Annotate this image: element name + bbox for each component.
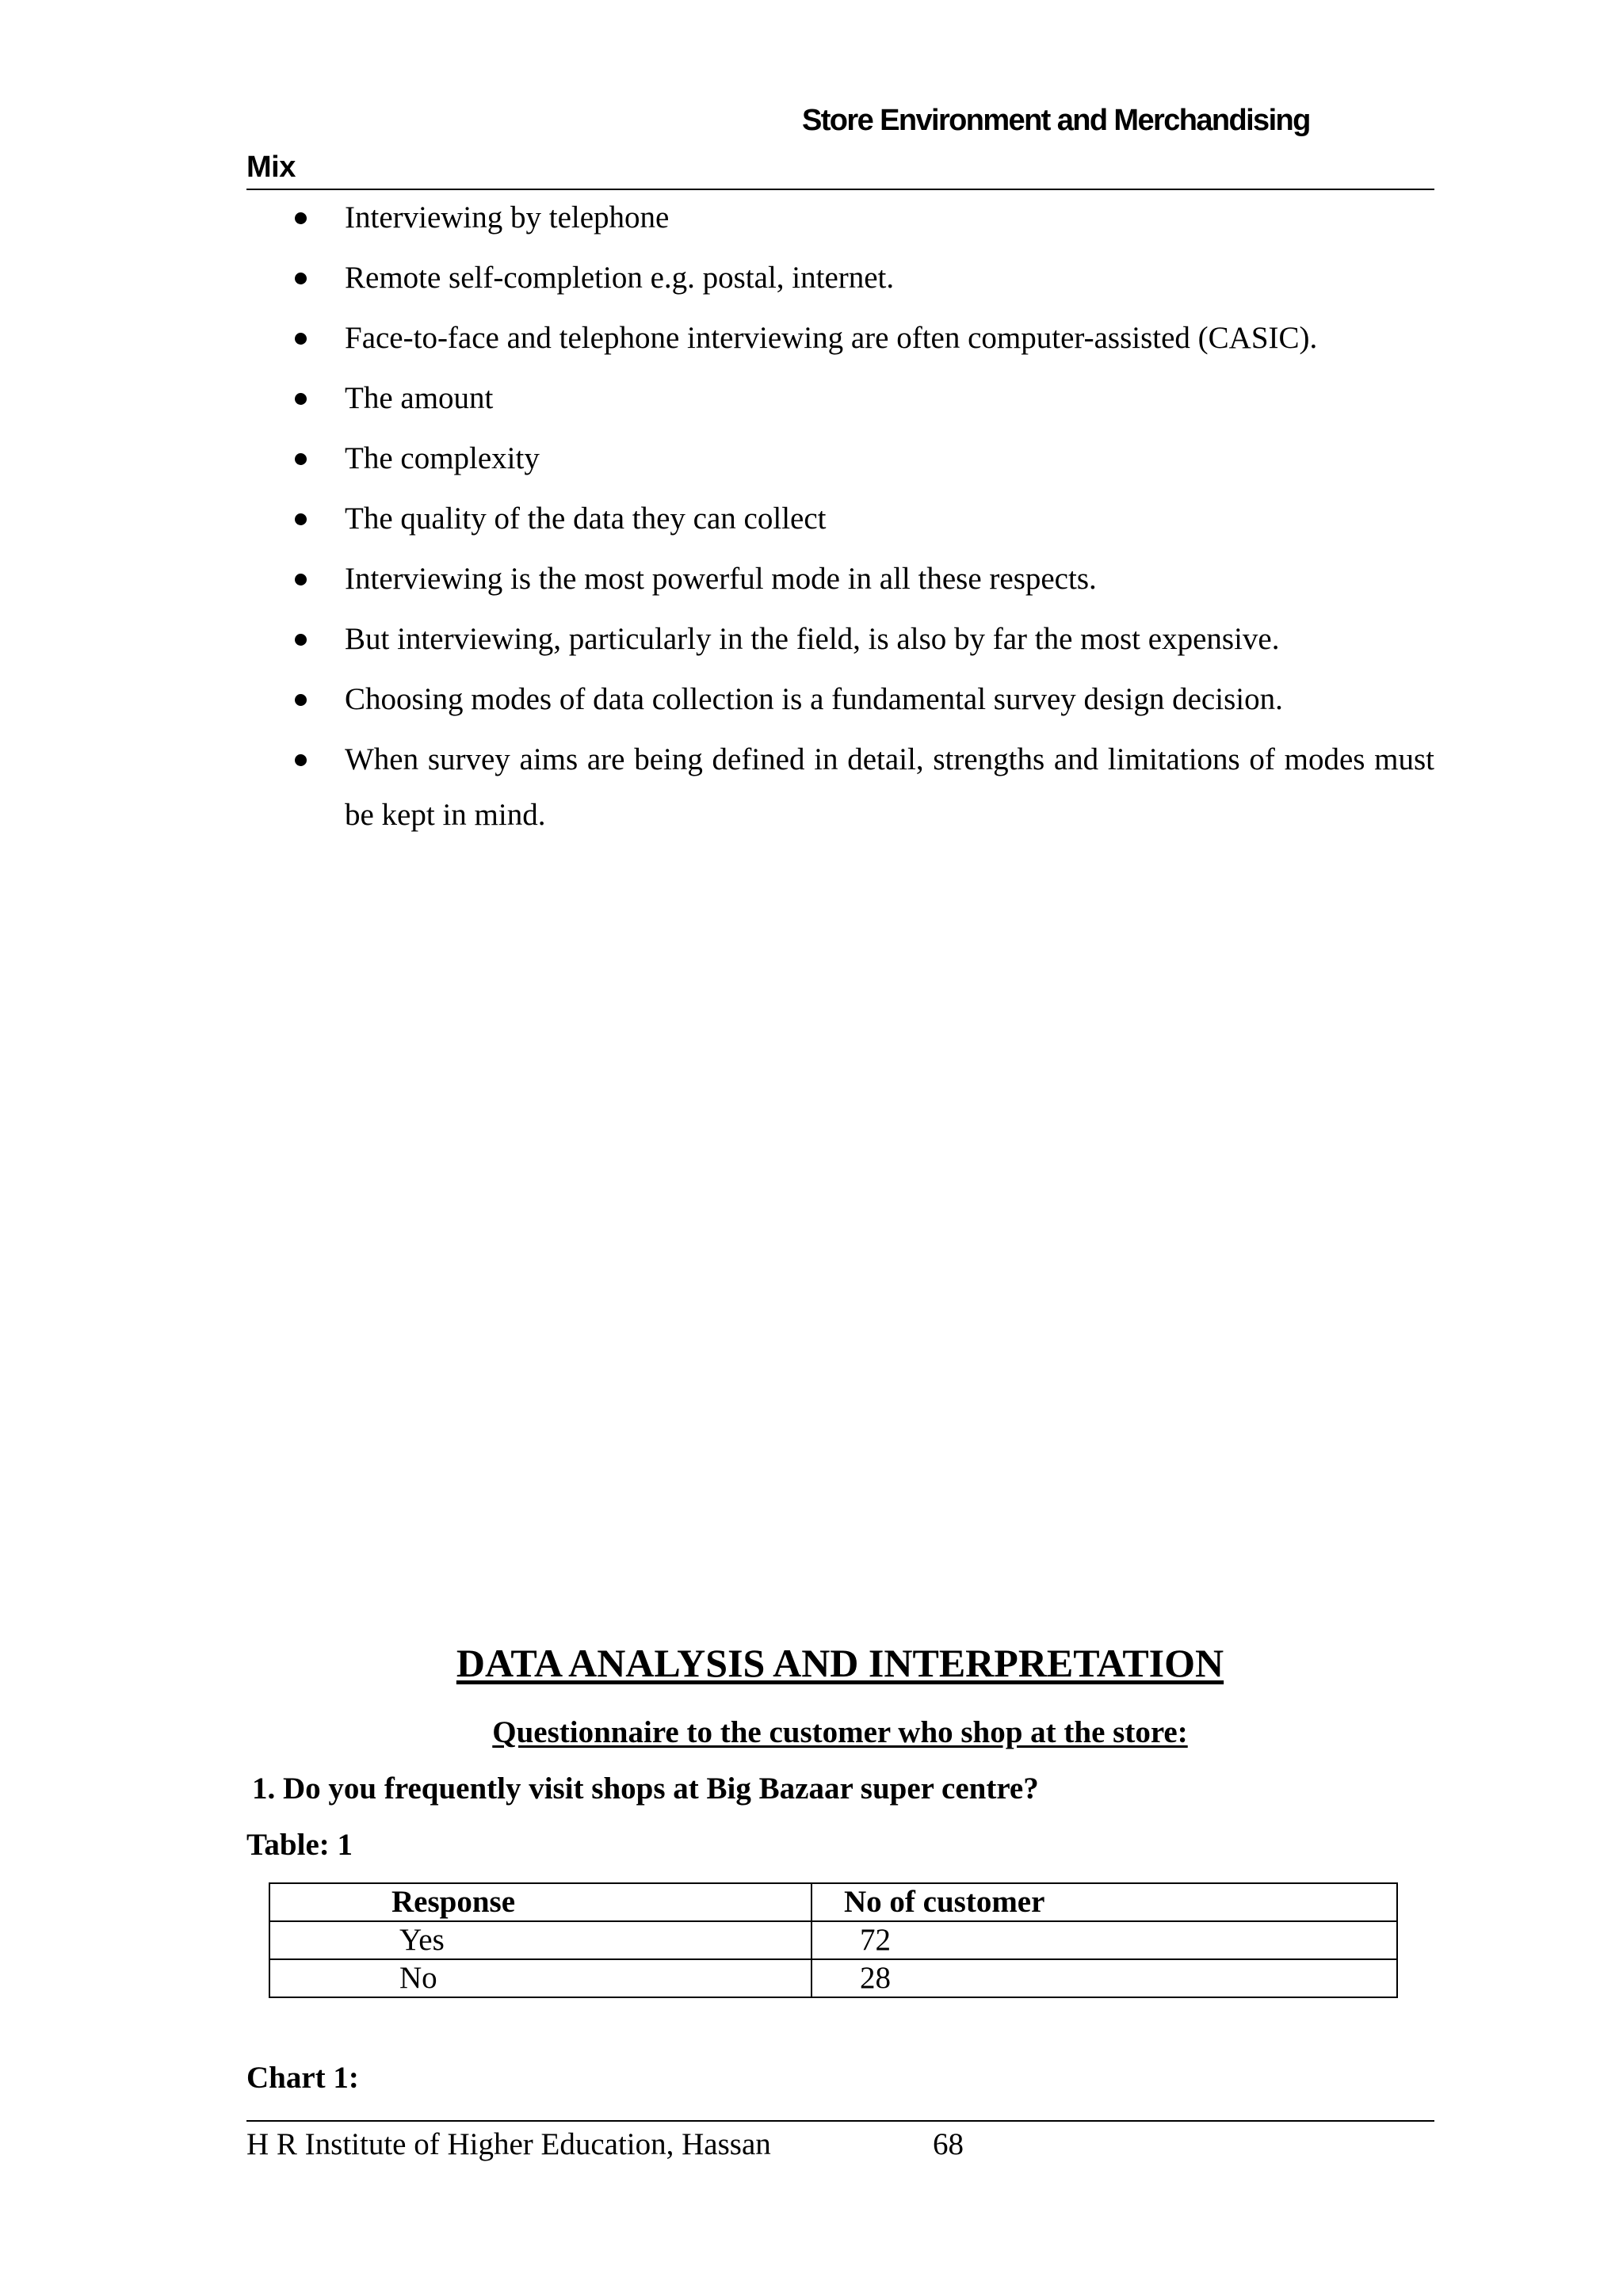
- list-item: The quality of the data they can collect: [246, 491, 1434, 551]
- section-heading: DATA ANALYSIS AND INTERPRETATION: [456, 1641, 1224, 1685]
- table-cell-count: 72: [812, 1921, 1397, 1959]
- question-text: 1. Do you frequently visit shops at Big Bazaar super centre?: [252, 1772, 1039, 1806]
- table-cell-response: No: [269, 1959, 812, 1997]
- table-header-row: [269, 1883, 1397, 1921]
- column-header-response: Response: [269, 1883, 812, 1921]
- running-header-continuation: Mix: [246, 151, 296, 184]
- bullet-dot-icon: [295, 634, 307, 646]
- table-caption: Table: 1: [246, 1828, 353, 1862]
- bullet-dot-icon: [295, 513, 307, 525]
- list-item: Face-to-face and telephone interviewing are often computer-assisted (CASIC).: [246, 311, 1434, 371]
- footer-institution: H R Institute of Higher Education, Hassan: [246, 2127, 771, 2161]
- response-table: [269, 1882, 1398, 1998]
- list-item: Remote self-completion e.g. postal, internet.: [246, 250, 1434, 311]
- list-item: The complexity: [246, 431, 1434, 491]
- bullet-dot-icon: [295, 574, 307, 585]
- list-item: When survey aims are being defined in detail, strengths and limitations of modes must be kept in mind.: [246, 732, 1434, 843]
- list-item: But interviewing, particularly in the field, is also by far the most expensive.: [246, 612, 1434, 672]
- bullet-dot-icon: [295, 453, 307, 465]
- table-row: [269, 1921, 1397, 1959]
- section-subheading: Questionnaire to the customer who shop at the store:: [492, 1715, 1188, 1749]
- bullet-list: [246, 190, 1434, 843]
- list-item: Choosing modes of data collection is a fundamental survey design decision.: [246, 672, 1434, 732]
- bullet-dot-icon: [295, 212, 307, 224]
- column-header-customers: No of customer: [812, 1883, 1397, 1921]
- footer-rule: [246, 2120, 1434, 2122]
- bullet-dot-icon: [295, 273, 307, 284]
- table-cell-response: Yes: [269, 1921, 812, 1959]
- chart-caption: Chart 1:: [246, 2061, 359, 2095]
- bullet-dot-icon: [295, 754, 307, 766]
- table-cell-count: 28: [812, 1959, 1397, 1997]
- table-row: [269, 1959, 1397, 1997]
- bullet-dot-icon: [295, 694, 307, 706]
- list-item: Interviewing by telephone: [246, 190, 1434, 250]
- bullet-dot-icon: [295, 393, 307, 405]
- page-number: 68: [933, 2127, 964, 2161]
- bullet-dot-icon: [295, 333, 307, 345]
- running-header-title: Store Environment and Merchandising: [802, 104, 1310, 137]
- list-item: The amount: [246, 371, 1434, 431]
- list-item: Interviewing is the most powerful mode in all these respects.: [246, 551, 1434, 612]
